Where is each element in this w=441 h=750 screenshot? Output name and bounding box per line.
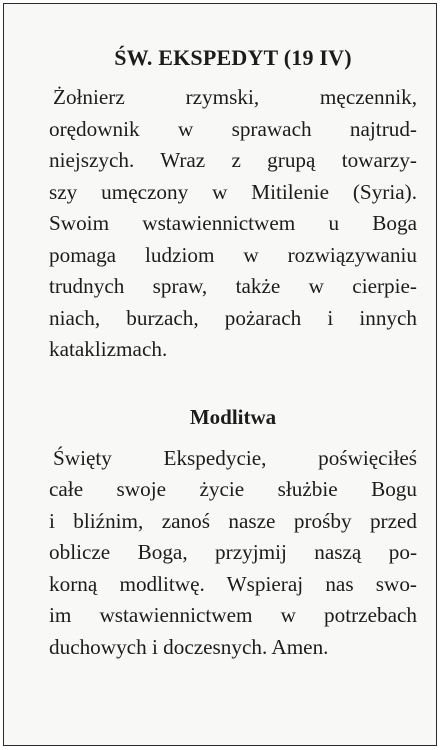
prayer-card — [3, 3, 437, 746]
prayer-line: korną modlitwę. Wspieraj nas swo- — [49, 571, 417, 596]
description-line: kataklizmach. — [49, 337, 168, 361]
prayer-line: duchowych i doczesnych. Amen. — [49, 634, 329, 659]
description-line: Swoim wstawiennictwem u Boga — [49, 211, 417, 235]
saint-description — [49, 82, 417, 366]
prayer-text — [49, 443, 417, 664]
prayer-line: i bliźnim, zanoś nasze prośby przed — [49, 508, 417, 533]
description-line: niejszych. Wraz z grupą towarzy- — [49, 148, 417, 172]
prayer-line: im wstawiennictwem w potrzebach — [49, 603, 417, 627]
description-line: trudnych spraw, także w cierpie- — [49, 274, 417, 298]
card-content — [49, 44, 417, 663]
description-line: pomaga ludziom w rozwiązywaniu — [49, 242, 417, 267]
prayer-heading: Modlitwa — [189, 404, 277, 429]
prayer-line: całe swoje życie służbie Bogu — [49, 477, 417, 501]
description-line: szy umęczony w Mitilenie (Syria). — [49, 179, 417, 204]
description-line: orędownik w sprawach najtrud- — [49, 116, 417, 141]
saint-title: ŚW. EKSPEDYT (19 IV) — [114, 45, 352, 70]
description-line: Żołnierz rzymski, męczennik, — [53, 85, 417, 109]
description-line: niach, burzach, pożarach i innych — [49, 305, 417, 330]
prayer-line: oblicze Boga, przyjmij naszą po- — [49, 540, 417, 564]
prayer-line: Święty Ekspedycie, poświęciłeś — [53, 445, 417, 470]
